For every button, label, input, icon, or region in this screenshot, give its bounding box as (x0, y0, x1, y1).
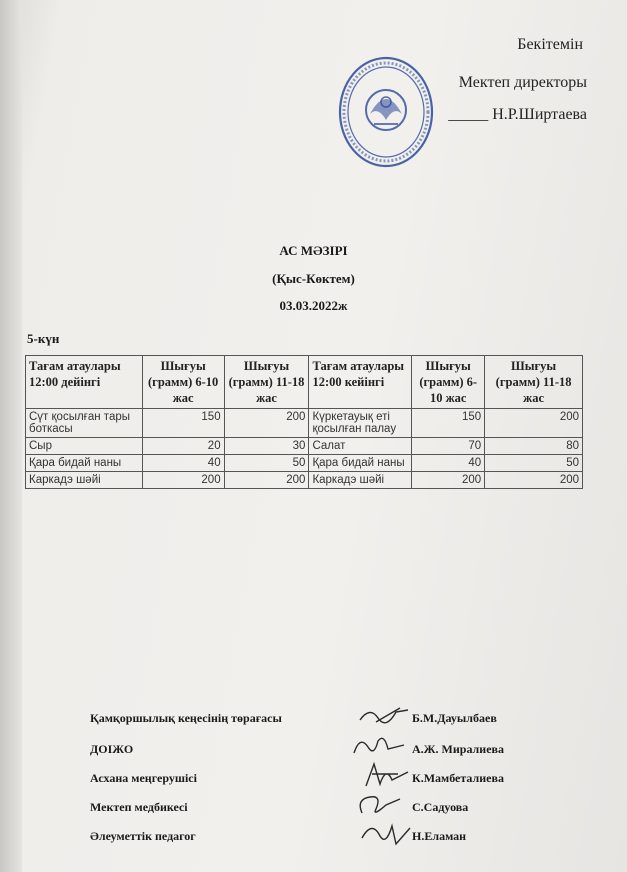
table-header-row (26, 356, 583, 409)
signature-name: А.Ж. Миралиева (412, 742, 505, 756)
approval-position: Мектеп директоры (458, 74, 587, 91)
cell-dish: Қара бидай наны (309, 455, 412, 472)
signature-mark-icon (356, 700, 416, 730)
cell-grams: 150 (412, 409, 485, 438)
seal-icon (336, 54, 436, 170)
signature-mark-icon (352, 789, 412, 819)
cell-grams: 40 (142, 455, 224, 472)
menu-title: АС МӘЗІРІ (279, 243, 348, 258)
cell-grams: 20 (142, 438, 224, 455)
cell-grams: 150 (142, 409, 224, 438)
signature-name: Б.М.Дауылбаев (412, 711, 497, 725)
cell-grams: 200 (485, 472, 583, 489)
signature-mark-icon (348, 731, 408, 761)
cell-grams: 70 (412, 438, 485, 455)
signature-role: Мектеп медбикесі (90, 800, 188, 814)
menu-table (25, 355, 583, 489)
menu-date: 03.03.2022ж (279, 298, 348, 313)
table-row (26, 472, 583, 489)
signature-name: Н.Еламан (412, 829, 467, 843)
cell-dish: Каркадэ шәйі (26, 472, 143, 489)
signature-mark-icon (356, 818, 416, 848)
cell-grams: 200 (142, 472, 224, 489)
cell-grams: 200 (412, 472, 485, 489)
header-afternoon-6-10: Шығуы (грамм) 6-10 жас (412, 356, 485, 409)
cell-grams: 200 (485, 409, 583, 438)
cell-grams: 200 (224, 472, 309, 489)
header-afternoon-dish: Тағам атаулары 12:00 кейінгі (309, 356, 412, 409)
cell-dish: Қара бидай наны (26, 455, 143, 472)
header-morning-6-10: Шығуы (грамм) 6-10 жас (142, 356, 224, 409)
signature-role: ДОІЖО (90, 742, 134, 756)
signature-mark-icon (358, 760, 418, 790)
cell-grams: 200 (224, 409, 309, 438)
cell-grams: 40 (412, 455, 485, 472)
cell-grams: 30 (224, 438, 309, 455)
approval-signatory: _____ Н.Р.Ширтаева (448, 106, 587, 123)
cell-grams: 80 (485, 438, 583, 455)
cell-dish: Сүт қосылған тары боткасы (26, 409, 143, 438)
cell-dish: Күркетауық еті қосылған палау (309, 409, 412, 438)
menu-season: (Қыс-Көктем) (272, 271, 355, 286)
cell-grams: 50 (485, 455, 583, 472)
signature-name: К.Мамбеталиева (412, 771, 504, 785)
cell-dish: Каркадэ шәйі (309, 472, 412, 489)
signature-role: Әлеуметтік педагог (90, 829, 196, 843)
signature-role: Қамқоршылық кеңесінің төрағасы (90, 711, 282, 725)
table-row (26, 455, 583, 472)
cell-grams: 50 (224, 455, 309, 472)
header-afternoon-11-18: Шығуы (грамм) 11-18 жас (485, 356, 583, 409)
signature-role: Асхана меңгерушісі (90, 771, 197, 785)
page-edge-shadow (0, 0, 22, 872)
header-morning-dish: Тағам атаулары 12:00 дейінгі (26, 356, 143, 409)
day-label: 5-күн (27, 331, 60, 346)
cell-dish: Салат (309, 438, 412, 455)
table-row (26, 409, 583, 438)
cell-dish: Сыр (26, 438, 143, 455)
table-row (26, 438, 583, 455)
approval-heading: Бекітемін (517, 36, 583, 53)
header-morning-11-18: Шығуы (грамм) 11-18 жас (224, 356, 309, 409)
signature-name: С.Садуова (412, 800, 469, 814)
